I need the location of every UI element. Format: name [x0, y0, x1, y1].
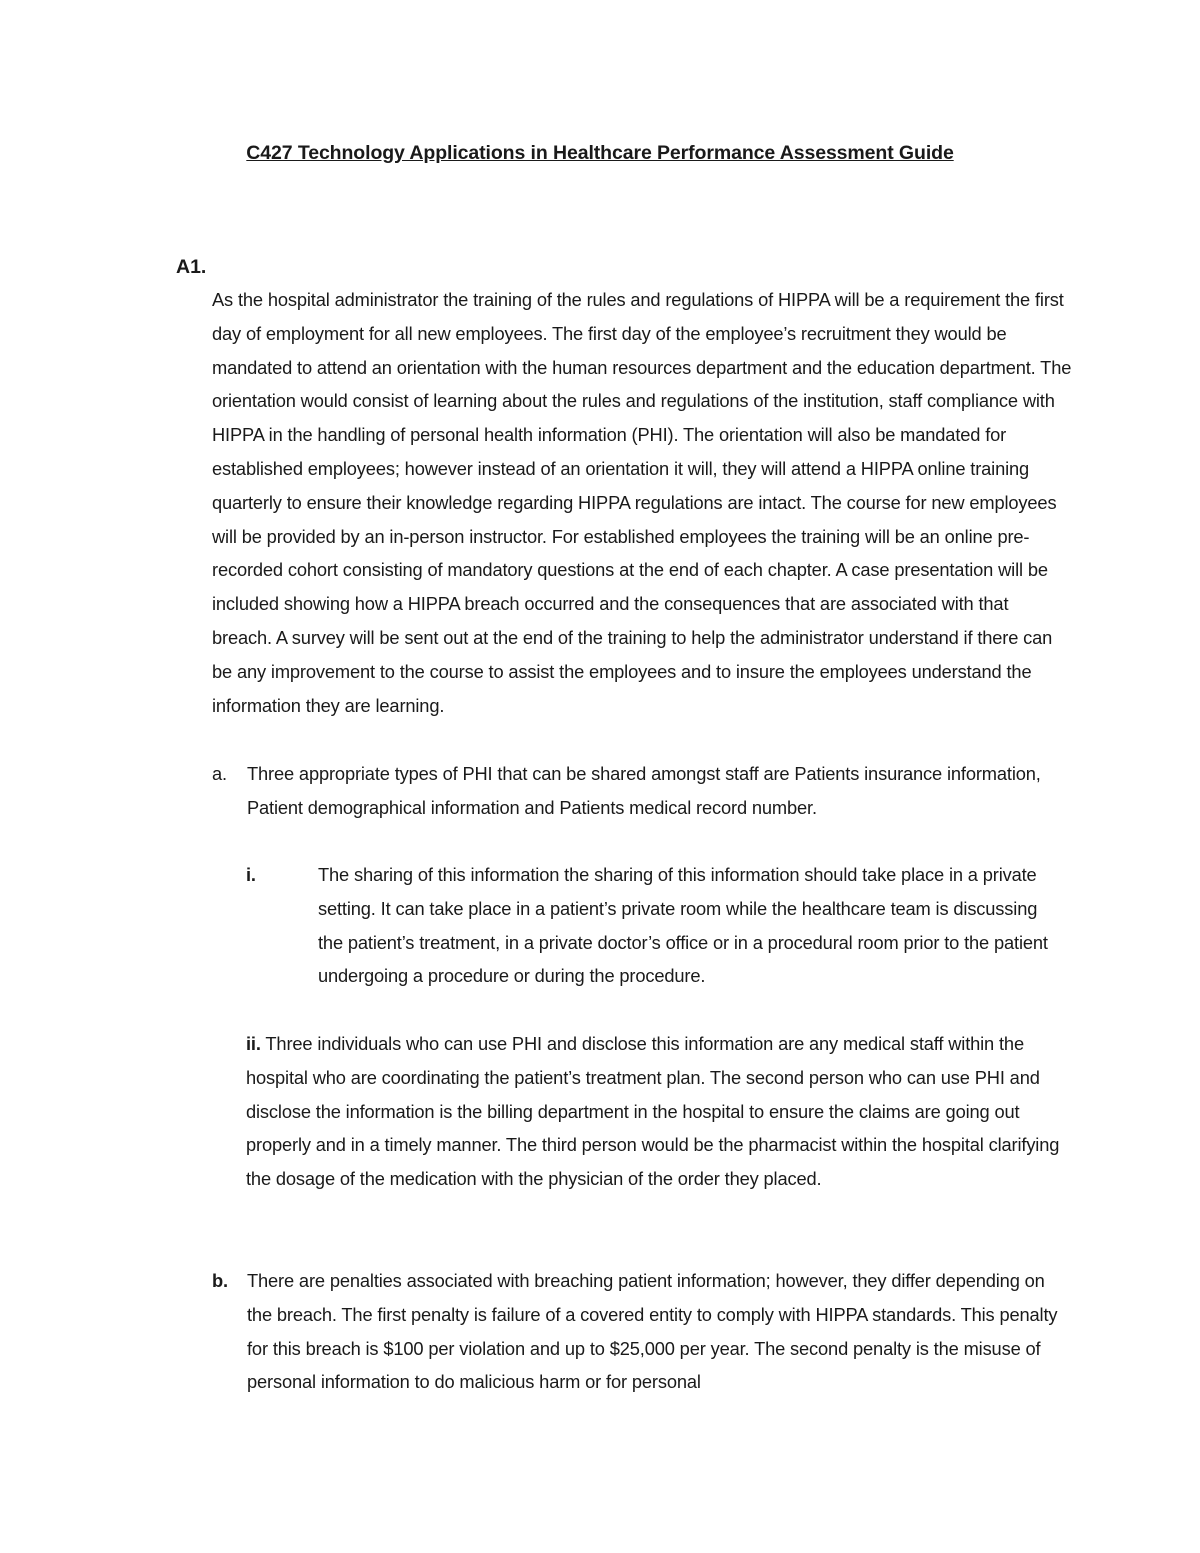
- section-heading-a1: A1.: [176, 256, 207, 278]
- list-item-a: [212, 757, 1072, 825]
- list-item-ii-text: Three individuals who can use PHI and disclose this information are any medical staff within the hospital who are coordinating the patient’s treatment plan. The second person who can use PHI and disclose the information is the billing department in the hospital to ensure the claims are going out properly and in a timely manner. The third person would be the pharmacist within the hospital clarifying the dosage of the medication with the physician of the order they placed.: [246, 1033, 1060, 1190]
- list-marker-b: b.: [212, 1270, 228, 1291]
- list-item-a-text: Three appropriate types of PHI that can be shared amongst staff are Patients insurance information, Patient demographical information and Patients medical record number.: [247, 763, 1041, 818]
- list-item-i: [246, 858, 1066, 993]
- list-item-ii: [246, 1027, 1066, 1196]
- list-marker-a: a.: [212, 763, 227, 784]
- list-item-b: [212, 1264, 1072, 1399]
- main-paragraph: As the hospital administrator the training of the rules and regulations of HIPPA will be a requirement the first day of employment for all new employees. The first day of the employee’s recruitment they would be mandated to attend an orientation with the human resources department and the education department. The orientation would consist of learning about the rules and regulations of the institution, staff compliance with HIPPA in the handling of personal health information (PHI). The orientation will also be mandated for established employees; however instead of an orientation it will, they will attend a HIPPA online training quarterly to ensure their knowledge regarding HIPPA regulations are intact. The course for new employees will be provided by an in-person instructor. For established employees the training will be an online pre-recorded cohort consisting of mandatory questions at the end of each chapter. A case presentation will be included showing how a HIPPA breach occurred and the consequences that are associated with that breach. A survey will be sent out at the end of the training to help the administrator understand if there can be any improvement to the course to assist the employees and to insure the employees understand the information they are learning.: [212, 289, 1072, 716]
- list-item-b-text: There are penalties associated with breaching patient information; however, they differ depending on the breach. The first penalty is failure of a covered entity to comply with HIPPA standards. This penalty for this breach is $100 per violation and up to $25,000 per year. The second penalty is the misuse of personal information to do malicious harm or for personal: [247, 1270, 1058, 1393]
- list-marker-i: i.: [246, 864, 256, 885]
- list-marker-ii: ii.: [246, 1033, 261, 1054]
- list-item-i-text: The sharing of this information the sharing of this information should take place in a private setting. It can take place in a patient’s private room while the healthcare team is discussing the patient’s treatment, in a private doctor’s office or in a procedural room prior to the patient undergoing a procedure or during the procedure.: [318, 864, 1048, 987]
- document-title: C427 Technology Applications in Healthcare Performance Assessment Guide: [246, 142, 954, 164]
